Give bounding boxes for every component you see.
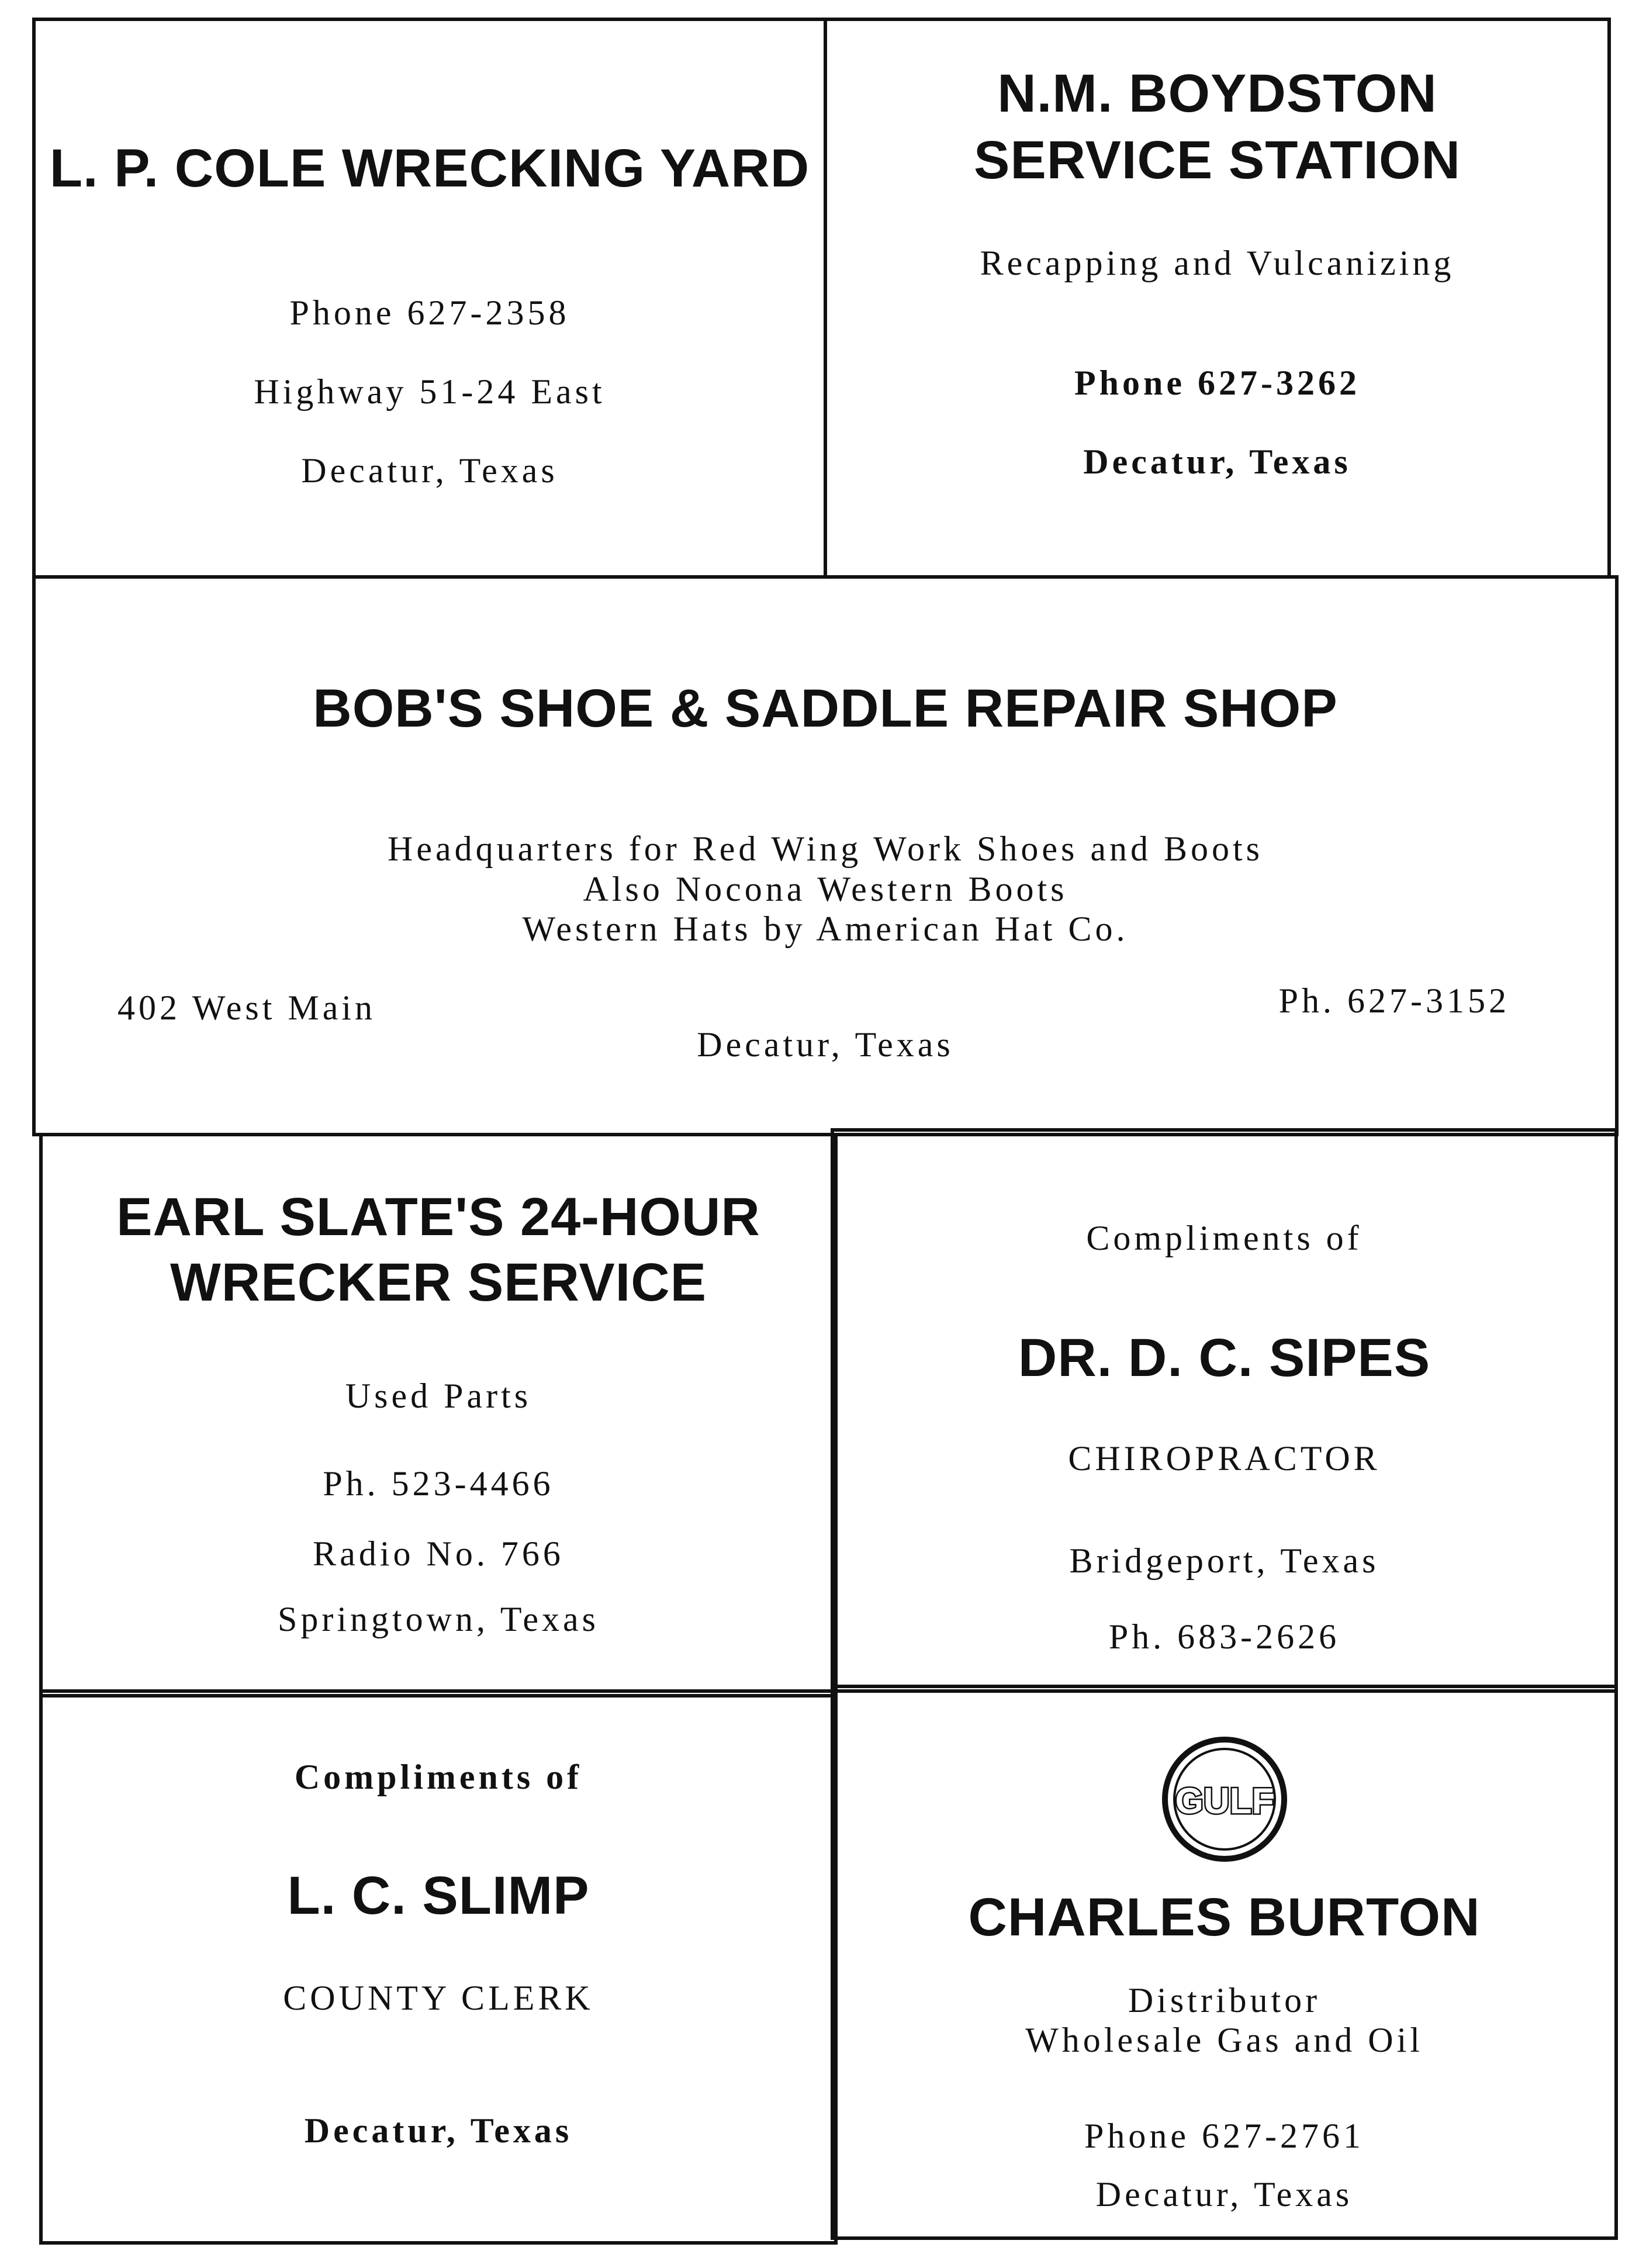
ad-city: Decatur, Texas (304, 2111, 573, 2150)
ad-address: Highway 51-24 East (254, 372, 606, 411)
ad-phone: Phone 627-2761 (1084, 2117, 1364, 2155)
ad-phone: Ph. 627-3152 (1278, 981, 1510, 1020)
gulf-logo-icon (1160, 1735, 1289, 1864)
ad-line-3: Western Hats by American Hat Co. (522, 910, 1129, 948)
ad-title: CHARLES BURTON (968, 1887, 1481, 1947)
ad-title-line1: N.M. BOYDSTON (997, 64, 1437, 123)
ad-bobs-shoe-saddle (32, 575, 1619, 1136)
ad-office: COUNTY CLERK (283, 1979, 594, 2017)
ad-city: Bridgeport, Texas (1069, 1541, 1379, 1580)
ad-dr-sipes (831, 1128, 1618, 1693)
ad-charles-burton (831, 1685, 1618, 2240)
ad-title-line2: SERVICE STATION (974, 130, 1461, 190)
ad-business: Wholesale Gas and Oil (1025, 2021, 1423, 2059)
ad-profession: CHIROPRACTOR (1068, 1439, 1381, 1478)
ad-tagline: Recapping and Vulcanizing (980, 244, 1455, 282)
ad-title: L. C. SLIMP (287, 1866, 590, 1925)
ad-compliments: Compliments of (1086, 1219, 1363, 1257)
ad-line-1: Headquarters for Red Wing Work Shoes and Boots (387, 829, 1263, 868)
ad-line-2: Also Nocona Western Boots (583, 870, 1068, 908)
ad-lc-slimp (39, 1689, 838, 2245)
ad-city: Decatur, Texas (1095, 2175, 1353, 2214)
ad-city: Decatur, Texas (301, 451, 558, 490)
ad-compliments: Compliments of (294, 1758, 583, 1796)
gulf-logo-text: GULF (1175, 1781, 1274, 1821)
ad-phone: Ph. 523-4466 (323, 1464, 554, 1503)
ad-city: Springtown, Texas (277, 1600, 599, 1638)
ad-title: L. P. COLE WRECKING YARD (49, 139, 810, 198)
ad-title: BOB'S SHOE & SADDLE REPAIR SHOP (313, 679, 1338, 738)
ad-phone: Phone 627-2358 (289, 293, 570, 332)
ad-address: 402 West Main (117, 988, 376, 1027)
ad-title-line2: WRECKER SERVICE (170, 1253, 707, 1312)
ad-radio: Radio No. 766 (313, 1534, 564, 1573)
ad-city: Decatur, Texas (697, 1025, 954, 1064)
ad-title: DR. D. C. SIPES (1018, 1328, 1431, 1388)
ad-role: Distributor (1128, 1981, 1321, 2020)
ad-cole-wrecking-yard (32, 18, 827, 579)
ad-title-line1: EARL SLATE'S 24-HOUR (116, 1187, 760, 1247)
ad-boydston-service-station (824, 18, 1611, 579)
ad-phone: Ph. 683-2626 (1108, 1617, 1340, 1656)
ad-city: Decatur, Texas (1083, 442, 1351, 481)
ad-phone: Phone 627-3262 (1074, 364, 1360, 402)
ad-earl-slate-wrecker (39, 1133, 838, 1697)
ad-tagline: Used Parts (345, 1377, 532, 1415)
